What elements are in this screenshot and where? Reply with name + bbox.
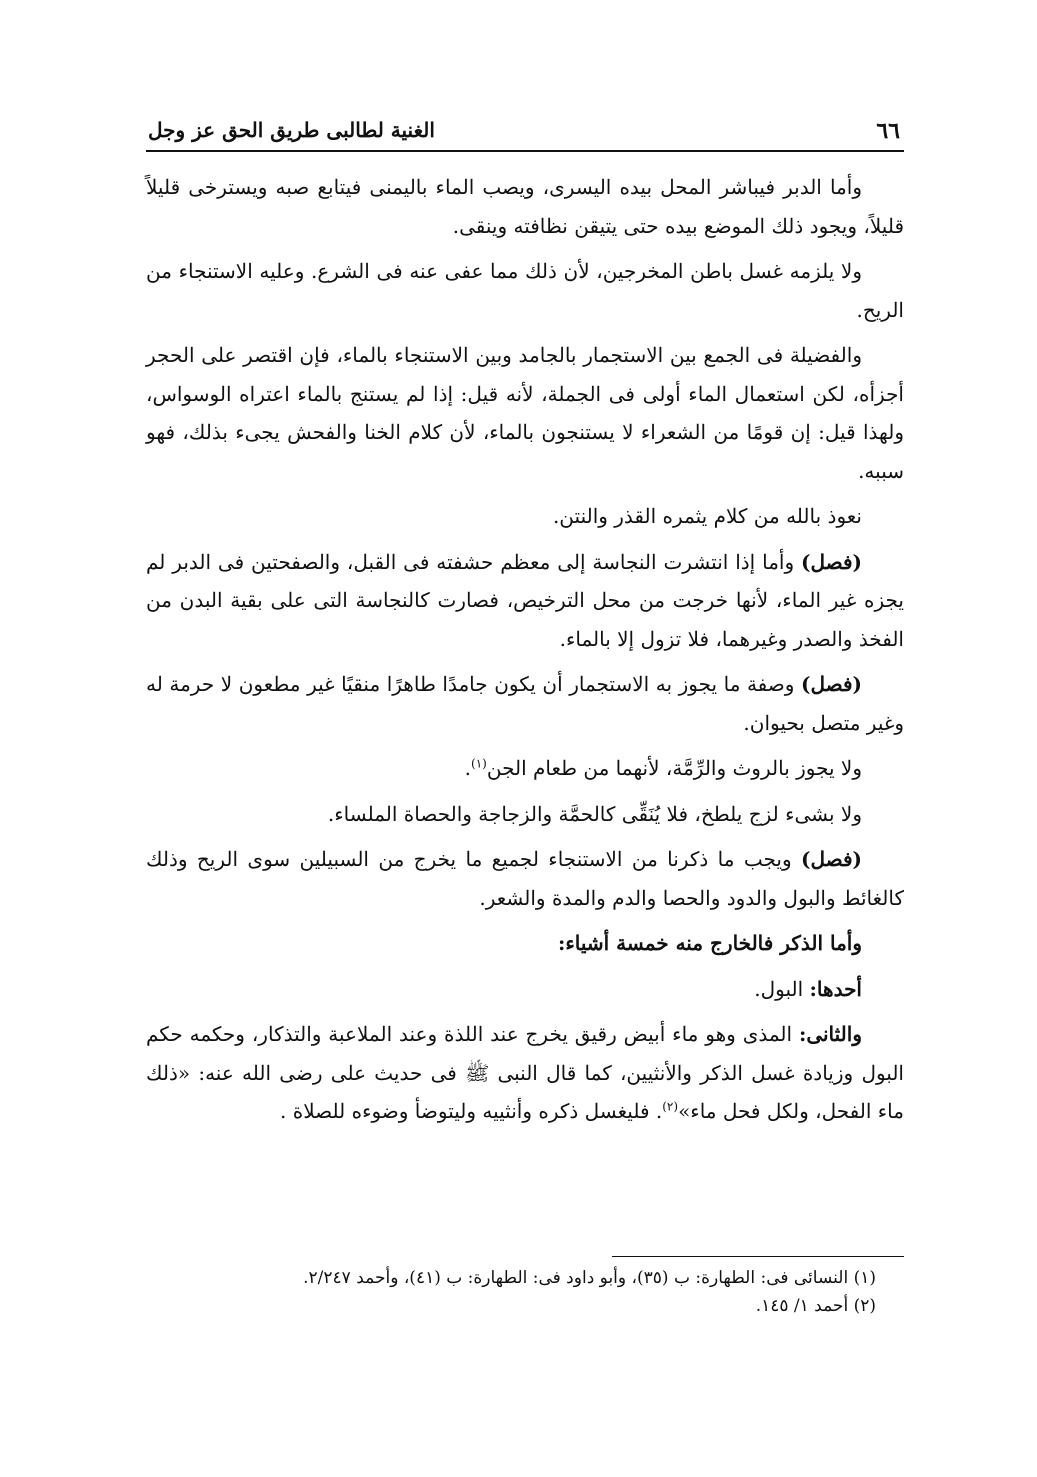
footnotes [146,1264,876,1320]
footnote: (٢) أحمد ١/ ١٤٥. [755,1296,876,1316]
paragraph: (فصل) وصفة ما يجوز به الاستجمار أن يكون جامدًا طاهرًا منقيًا غير مطعون لا حرمة له وغير متصل بحيوان. [146,672,904,735]
paragraph: ولا يجوز بالروث والرِّمَّة، لأنهما من طعام الجن$^{(١)}$. [464,756,862,780]
footnote-ref: (٢) [662,1099,679,1114]
item-lead: أحدها: [809,976,862,1001]
footnote: (١) النسائى فى: الطهارة: ب (٣٥)، وأبو داود فى: الطهارة: ب (٤١)، وأحمد ٢/٢٤٧. [303,1268,876,1288]
section-lead: (فصل) [801,847,862,871]
paragraph: والفضيلة فى الجمع بين الاستجمار بالجامد وبين الاستنجاء بالماء، فإن اقتصر على الحجر أجزأه، لكن استعمال الماء أولى فى الجملة، لأنه قيل: إذا لم يستنج بالماء اعتراه الوسواس، ولهذا قيل: إن قومًا من الشعراء لا يستنجون بالماء، لأن كلام الخنا والفحش يجىء بذلك، فهو سببه. [146,343,904,483]
header-divider [146,150,904,152]
section-lead: (فصل) [801,549,862,574]
subheading: وأما الذكر فالخارج منه خمسة أشياء: [557,931,862,955]
paragraph: والثانى: المذى وهو ماء أبيض رقيق يخرج عند اللذة وعند الملاعبة والتذكار، وحكمه حكم البول وزيادة غسل الذكر والأنثيين، كما قال النبى ﷺ فى حديث على رضى الله عنه: «ذلك ماء الفحل، ولكل فحل ماء»$^{(٢)}$. فليغسل ذكره وأنثييه وليتوضأ وضوءه للصلاة . [146,1022,904,1123]
paragraph: ولا بشىء لزج يلطخ، فلا يُنَقِّى كالحمَّة والزجاجة والحصاة الملساء. [327,801,862,826]
paragraph: (فصل) ويجب ما ذكرنا من الاستنجاء لجميع ما يخرج من السبيلين سوى الريح وذلك كالغائط والبول والدود والحصا والدم والمدة والشعر. [146,847,904,910]
paragraph: ولا يلزمه غسل باطن المخرجين، لأن ذلك مما عفى عنه فى الشرع. وعليه الاستنجاء من الريح. [146,259,904,322]
running-title: الغنية لطالبى طريق الحق عز وجل [148,118,435,142]
footnote-divider [612,1256,904,1257]
paragraph: أحدها: البول. [754,976,862,1001]
page-header [146,110,904,150]
paragraph: نعوذ بالله من كلام يثمره القذر والنتن. [552,504,862,528]
page-number: ٦٦ [876,118,900,144]
footnote-ref: (١) [471,756,487,771]
main-text [146,168,904,1138]
paragraph: وأما الدبر فيباشر المحل بيده اليسرى، ويصب الماء باليمنى فيتابع صبه ويسترخى قليلاً قليلاً، ويجود ذلك الموضع بيده حتى يتيقن نظافته وينقى. [146,175,904,238]
item-lead: والثانى: [798,1022,862,1046]
section-lead: (فصل) [801,672,862,696]
paragraph: (فصل) وأما إذا انتشرت النجاسة إلى معظم حشفته فى القبل، والصفحتين فى الدبر لم يجزه غير الماء، لأنها خرجت من محل الترخيص، فصارت كالنجاسة التى على بقية البدن من الفخذ والصدر وغيرهما، فلا تزول إلا بالماء. [146,549,904,651]
